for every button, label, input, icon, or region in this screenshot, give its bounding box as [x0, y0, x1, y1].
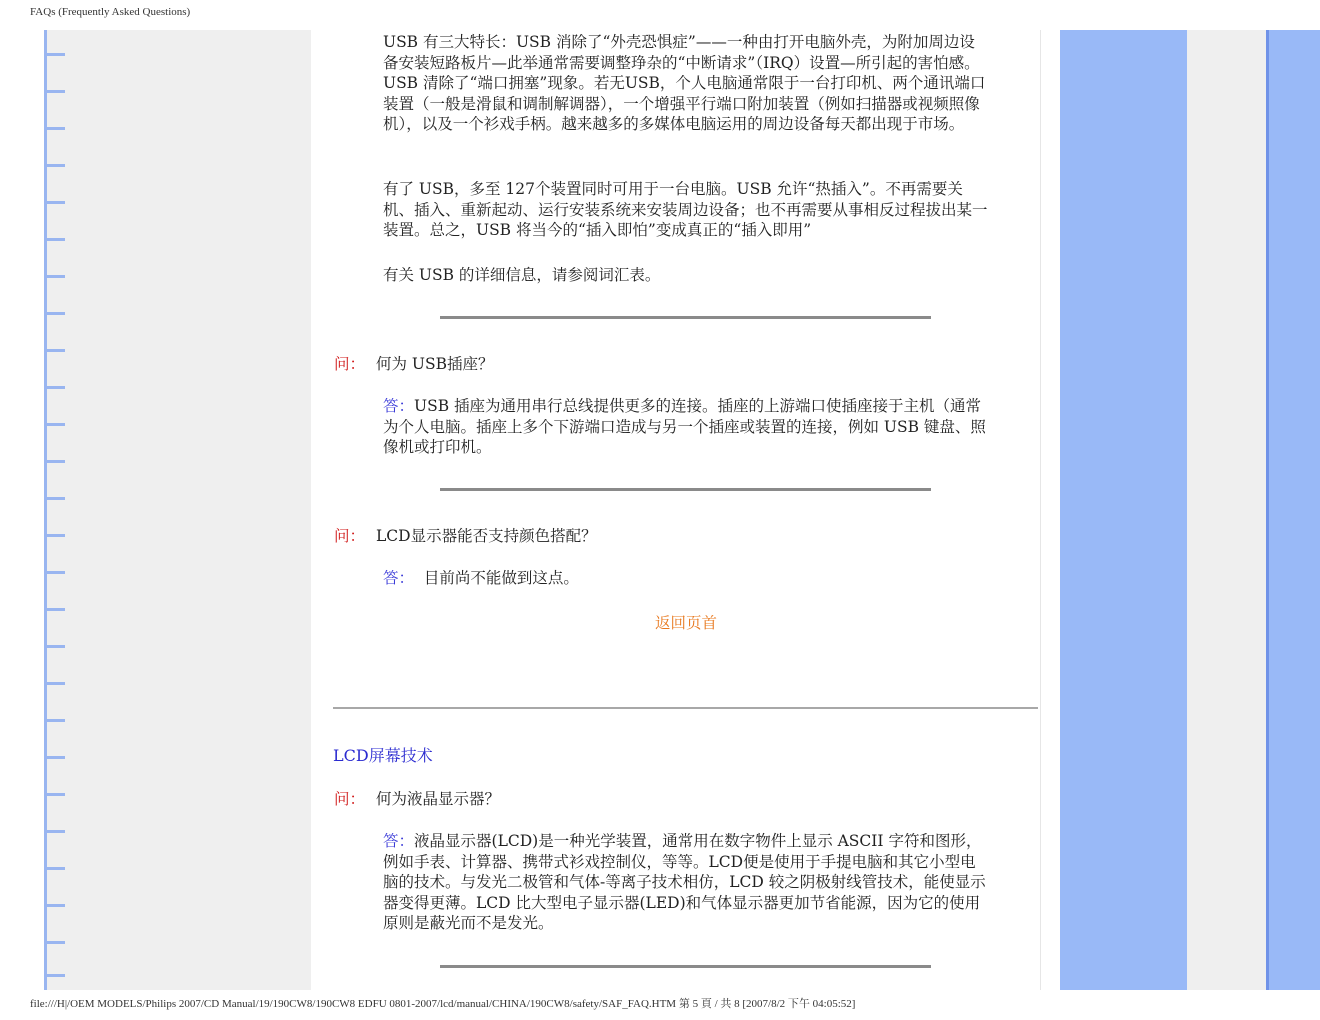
sidebar-tick [47, 460, 65, 463]
section-divider [333, 707, 1038, 709]
answer-color-matching [383, 568, 988, 589]
back-to-top-link[interactable]: 返回页首 [655, 614, 718, 632]
question-label: 问： [334, 790, 366, 808]
right-panel-edge [1266, 30, 1269, 990]
sidebar-tick [47, 756, 65, 759]
sidebar-tick [47, 127, 65, 130]
sidebar-tick [47, 238, 65, 241]
sidebar-tick [47, 534, 65, 537]
sidebar-tick [47, 349, 65, 352]
sidebar-tick [47, 571, 65, 574]
question-label: 问： [334, 355, 366, 373]
question-usb-hub: 何为 USB插座？ [376, 355, 494, 373]
question-label: 问： [334, 527, 366, 545]
page-title: FAQs (Frequently Asked Questions) [30, 6, 191, 18]
sidebar-tick [47, 682, 65, 685]
section-title-lcd-tech: LCD屏幕技术 [333, 746, 433, 765]
left-sidebar [44, 30, 311, 990]
sidebar-tick [47, 867, 65, 870]
sidebar-tick [47, 645, 65, 648]
sidebar-tick [47, 423, 65, 426]
sidebar-tick [47, 53, 65, 56]
question-what-is-lcd: 何为液晶显示器？ [376, 790, 501, 808]
sidebar-tick [47, 974, 65, 977]
divider [440, 965, 931, 968]
right-panel-blue [1060, 30, 1187, 990]
content-edge [1040, 30, 1041, 990]
sidebar-tick [47, 941, 65, 944]
sidebar-tick [47, 90, 65, 93]
sidebar-tick [47, 201, 65, 204]
answer-text: 液晶显示器(LCD)是一种光学装置，通常用在数字物件上显示 ASCII 字符和图形，例如手表、计算器、携带式衫戏控制仪，等等。LCD便是使用于手提电脑和其它小型电脑的技术。与发光二极管和气体-等离子技术相仿，LCD 较之阴极射线管技术，能使显示器变得更薄。LCD 比大型电子显示器(LED)和气体显示器更加节省能源，因为它的使用原则是蔽光而不是发光。 [383, 832, 986, 933]
answer-usb-hub [383, 396, 988, 458]
right-panel-grey [1187, 30, 1266, 990]
sidebar-tick [47, 275, 65, 278]
answer-label: 答： [383, 569, 415, 587]
right-panel-blue-outer [1266, 30, 1320, 990]
answer-label: 答： [383, 832, 415, 850]
usb-devices-paragraph: 有了 USB，多至 127个装置同时可用于一台电脑。USB 允许“热插入”。不再需要关机、插入、重新起动、运行安装系统来安装周边设备；也不再需要从事相反过程拔出某一装置。总之，USB 将当今的“插入即怕”变成真正的“插入即用” [383, 180, 988, 240]
sidebar-tick [47, 312, 65, 315]
sidebar-tick [47, 793, 65, 796]
sidebar-tick [47, 497, 65, 500]
answer-label: 答： [383, 397, 415, 415]
sidebar-rule [44, 30, 47, 990]
sidebar-tick [47, 719, 65, 722]
answer-text: USB 插座为通用串行总线提供更多的连接。插座的上游端口使插座接于主机（通常为个人电脑。插座上多个下游端口造成与另一个插座或装置的连接，例如 USB 键盘、照像机或打印机。 [383, 397, 986, 457]
usb-features-paragraph: USB 有三大特长：USB 消除了“外壳恐惧症”——一种由打开电脑外壳，为附加周边设备安装短路板片—此举通常需要调整琤杂的“中断请求”（IRQ）设置—所引起的害怕感。USB 清除了“端口拥塞”现象。若无USB，个人电脑通常限于一台打印机、两个通讯端口装置（一般是滑鼠和调制解调器），一个增强平行端口附加装置（例如扫描器或视频照像机），以及一个衫戏手柄。越来越多的多媒体电脑运用的周边设备每天都出现于市场。 [383, 33, 986, 134]
answer-what-is-lcd [383, 831, 988, 934]
question-color-matching: LCD显示器能否支持颜色搭配？ [376, 527, 597, 545]
divider [440, 488, 931, 491]
sidebar-tick [47, 830, 65, 833]
footer-file-path: file:///H|/OEM MODELS/Philips 2007/CD Manual/19/190CW8/190CW8 EDFU 0801-2007/lcd/manual/CHINA/190CW8/safety/SAF_FAQ.HTM 第 5 頁 / 共 8 [2007/8/2 下午 04:05:52] [30, 998, 856, 1010]
answer-text: 目前尚不能做到这点。 [423, 569, 579, 587]
sidebar-tick [47, 386, 65, 389]
sidebar-tick [47, 164, 65, 167]
usb-glossary-paragraph: 有关 USB 的详细信息，请参阅词汇表。 [383, 266, 661, 284]
divider [440, 316, 931, 319]
sidebar-tick [47, 608, 65, 611]
sidebar-tick [47, 904, 65, 907]
